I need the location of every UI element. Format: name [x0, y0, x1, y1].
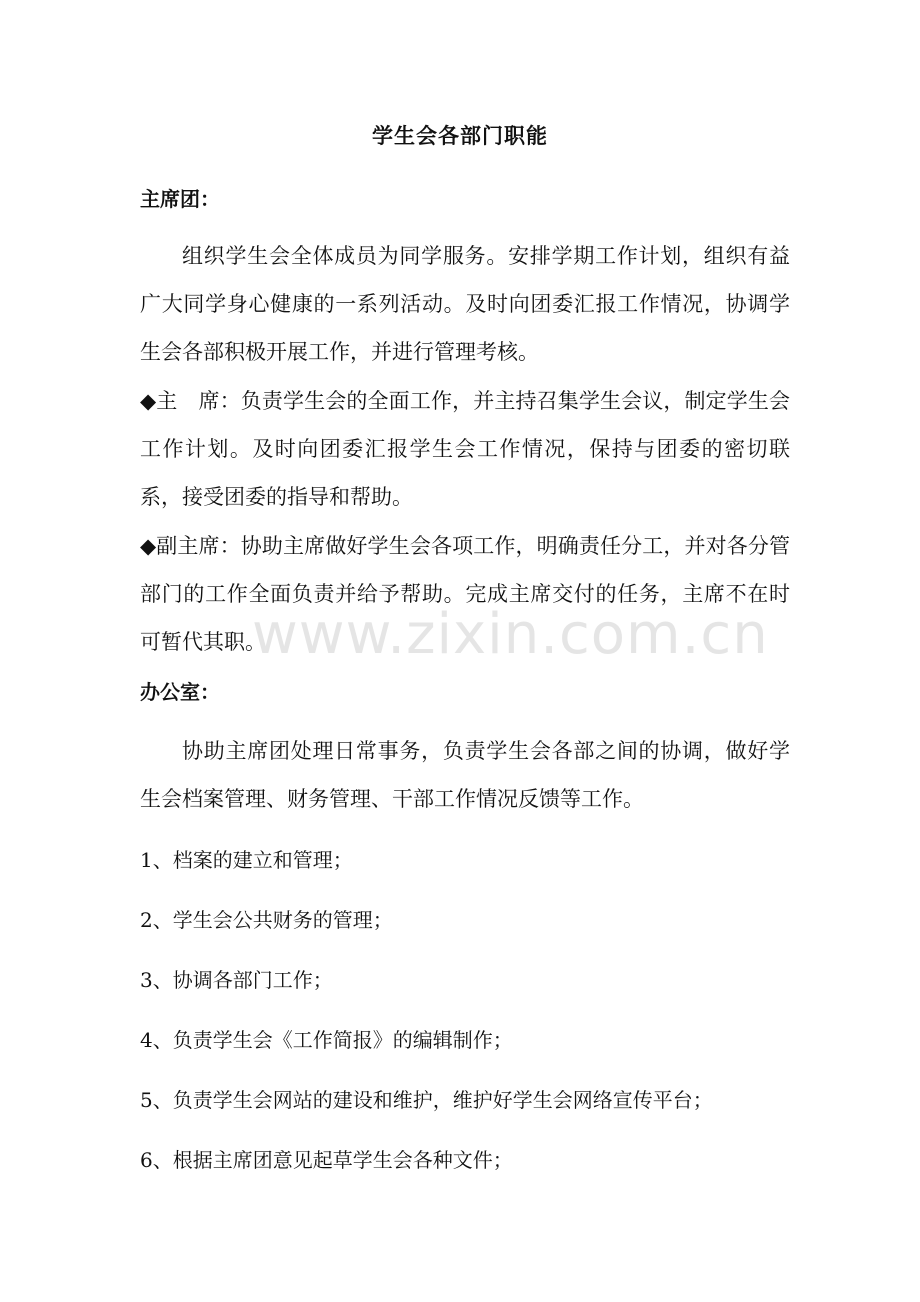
section-heading-office: 办公室：: [140, 680, 220, 704]
list-item: 4、负责学生会《工作简报》的编辑制作；: [140, 1028, 513, 1052]
list-item: 2、学生会公共财务的管理；: [140, 908, 393, 932]
list-item: 3、协调各部门工作；: [140, 968, 333, 992]
president-paragraph: ◆主 席：负责学生会的全面工作，并主持召集学生会议，制定学生会工作计划。及时向团委汇报学生会工作情况，保持与团委的密切联系，接受团委的指导和帮助。: [140, 389, 790, 509]
list-item: 1、档案的建立和管理；: [140, 848, 353, 872]
section-heading-presidium: 主席团：: [140, 187, 220, 211]
list-item: 5、负责学生会网站的建设和维护，维护好学生会网络宣传平台；: [140, 1088, 713, 1112]
office-intro-paragraph: 协助主席团处理日常事务，负责学生会各部之间的协调，做好学生会档案管理、财务管理、干部工作情况反馈等工作。: [140, 739, 790, 811]
document-title: 学生会各部门职能: [372, 124, 548, 148]
vice-president-paragraph: ◆副主席：协助主席做好学生会各项工作，明确责任分工，并对各分管部门的工作全面负责并给予帮助。完成主席交付的任务，主席不在时可暂代其职。: [140, 534, 790, 654]
presidium-intro-paragraph: 组织学生会全体成员为同学服务。安排学期工作计划，组织有益广大同学身心健康的一系列活动。及时向团委汇报工作情况，协调学生会各部积极开展工作，并进行管理考核。: [140, 244, 790, 364]
list-item: 6、根据主席团意见起草学生会各种文件；: [140, 1148, 513, 1172]
watermark-text: www.zixin.com.cn: [252, 602, 769, 667]
